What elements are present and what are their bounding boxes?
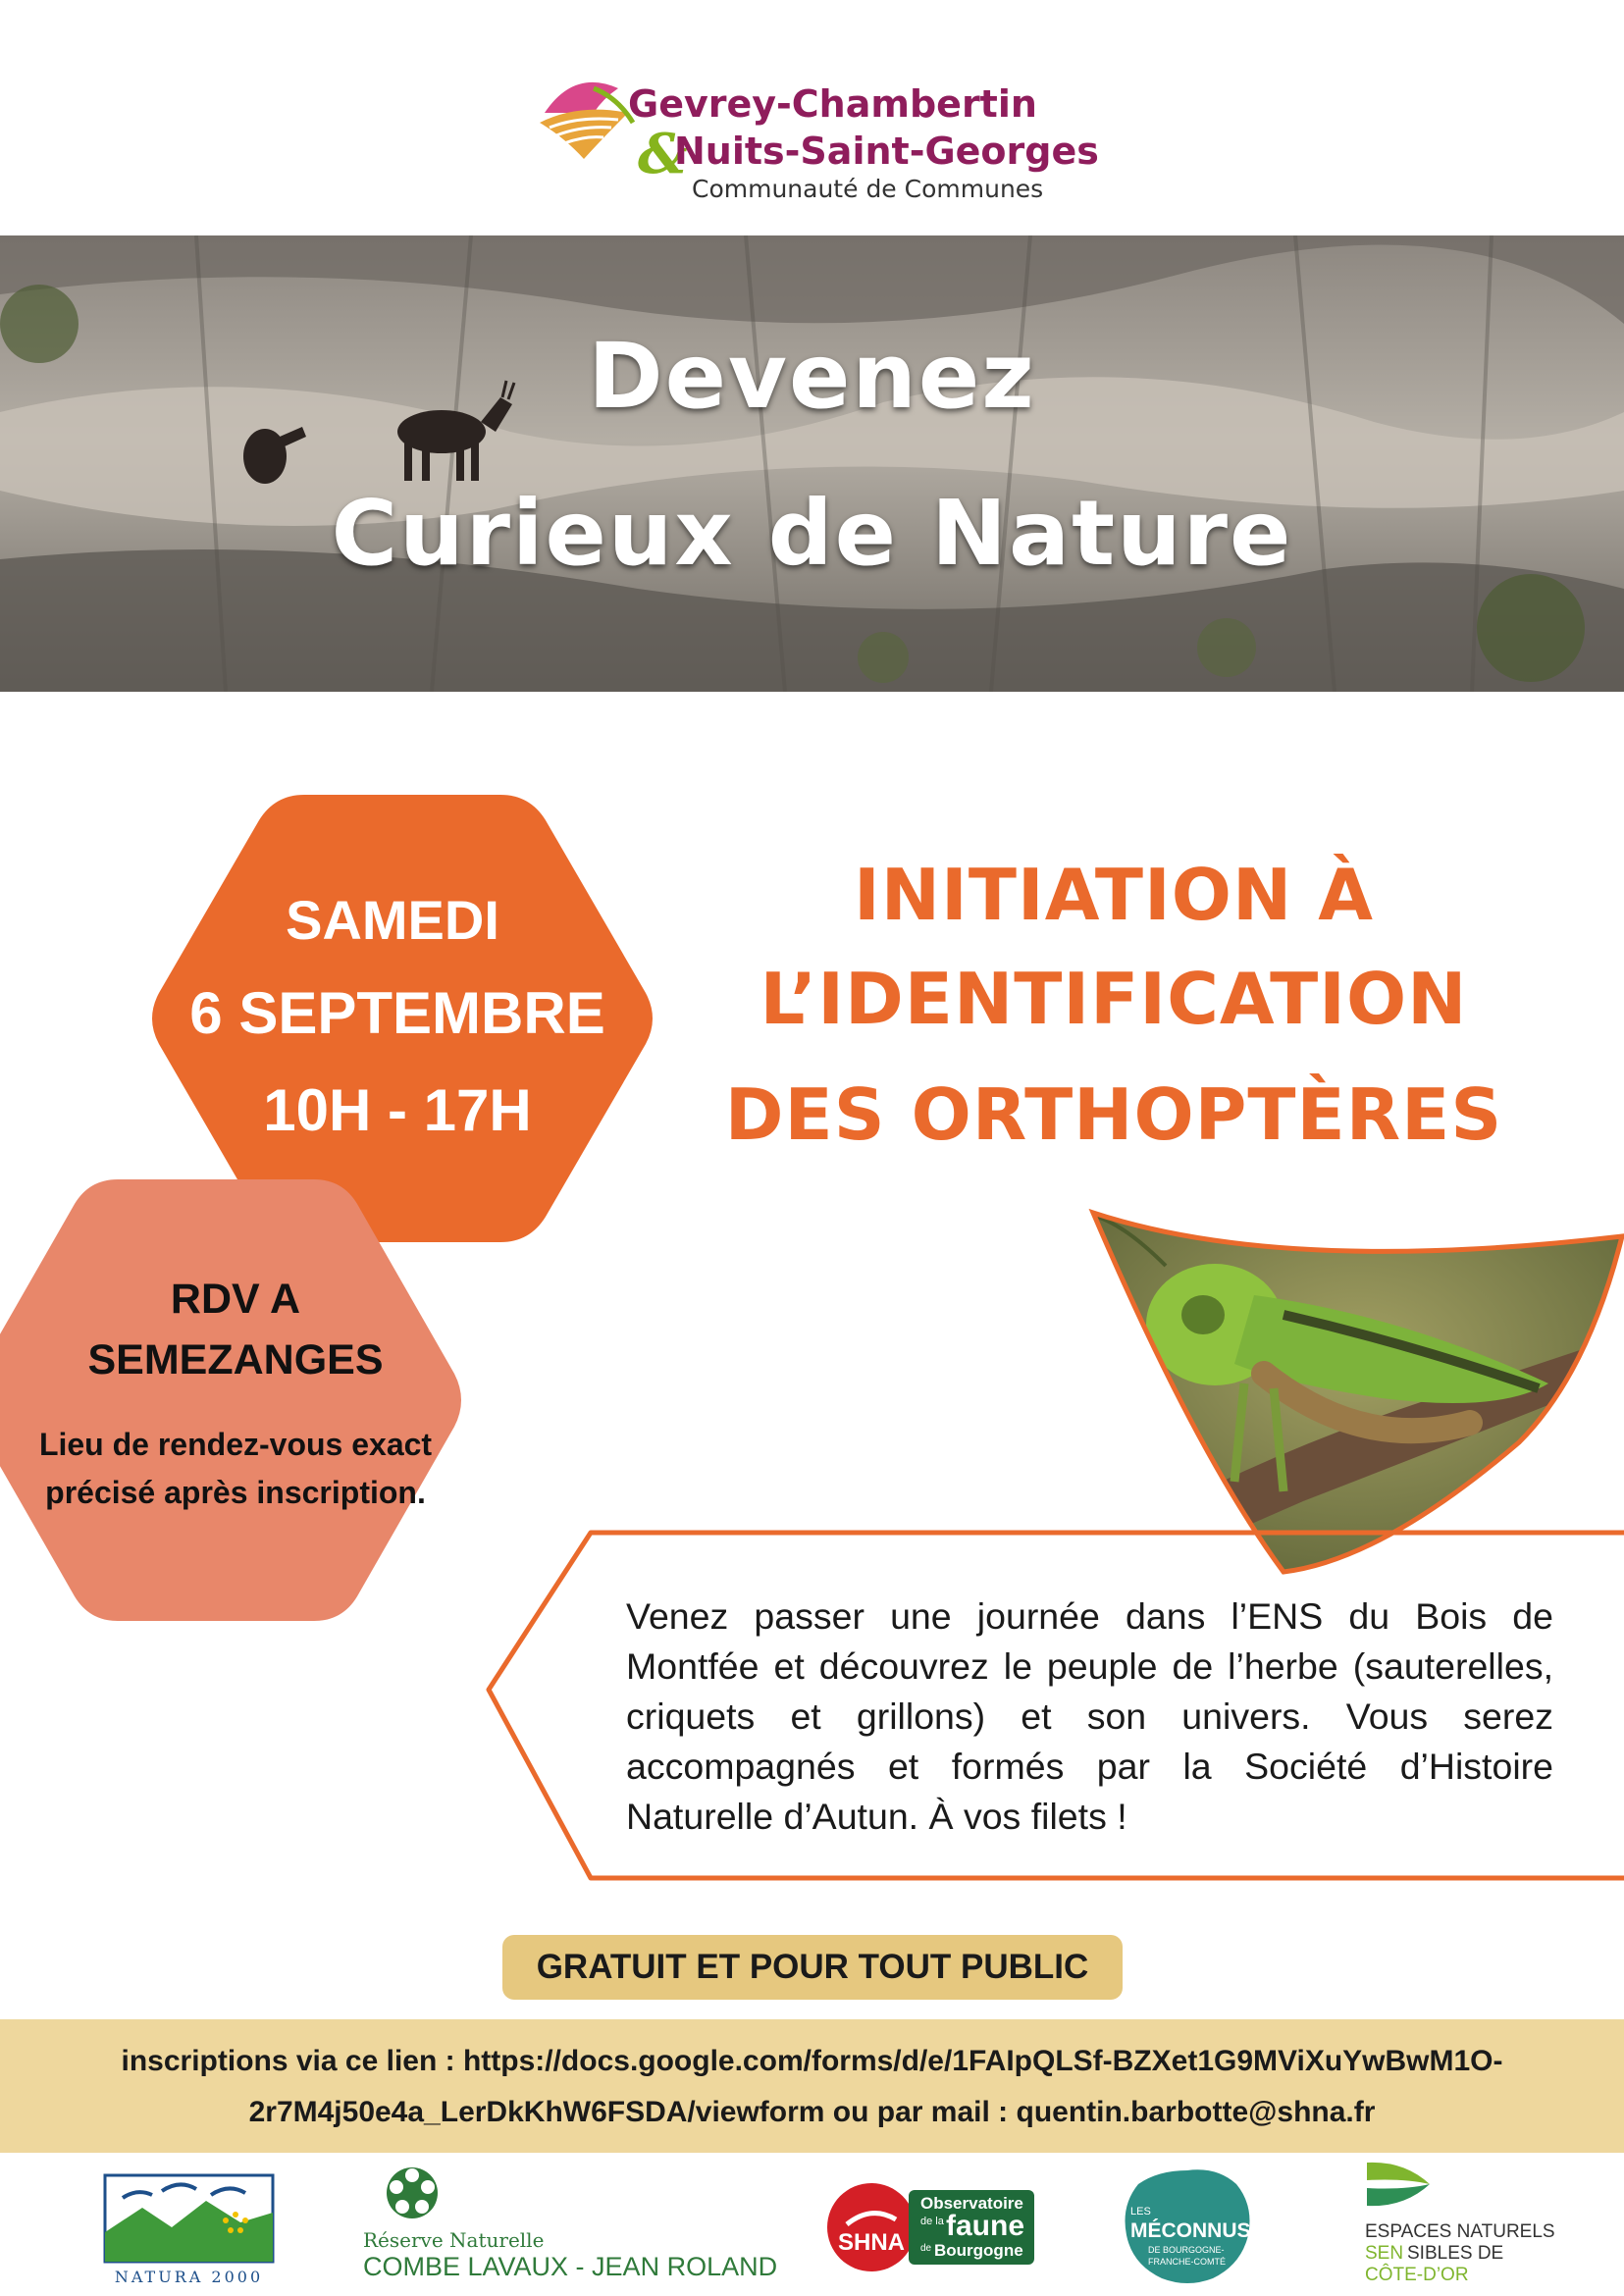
org-ampersand: & [638,122,688,186]
ens-chevron-icon [1365,2159,1434,2210]
cliff-chamois-illustration [0,235,1624,692]
inscription-line1[interactable]: inscriptions via ce lien : https://docs.google.com/forms/d/e/1FAIpQLSf-BZXet1G9MViXuYwBwM1O- [121,2045,1503,2077]
observatoire-line5: Bourgogne [934,2241,1023,2260]
ens-line2-suffix: SIBLES DE [1407,2243,1504,2264]
shna-label: SHNA [837,2229,905,2256]
event-day: SAMEDI [286,889,499,951]
meeting-place: SEMEZANGES [87,1336,384,1383]
headline-line2: L’IDENTIFICATION [760,958,1468,1040]
meconnus-logo [1119,2166,1256,2284]
event-date: 6 SEPTEMBRE [189,980,605,1046]
natura2000-logo [103,2173,275,2286]
natura-birds-icon [103,2173,275,2264]
org-subtitle: Communauté de Communes [692,175,1044,203]
reserve-naturelle-logo [363,2164,778,2281]
meconnus-line3: DE BOURGOGNE- [1148,2245,1225,2255]
meeting-hexagon [0,1170,476,1631]
reserve-label-line1: Réserve Naturelle [363,2228,545,2252]
banner-title-line2: Curieux de Nature [331,481,1293,586]
reserve-leaf-icon [383,2164,442,2222]
headline-line1: INITIATION À [853,854,1375,936]
observatoire-line2: de la [920,2216,944,2227]
meeting-detail: Lieu de rendez-vous exact précisé après inscription. [38,1427,433,1510]
ens-line3: CÔTE-D’OR [1365,2265,1469,2285]
free-label: GRATUIT ET POUR TOUT PUBLIC [536,1948,1089,1986]
observatoire-line3: faune [946,2210,1025,2242]
grasshopper-photo [1087,1207,1624,1580]
ens-line2-prefix: SEN [1365,2243,1404,2264]
natura-label: NATURA 2000 [114,2268,264,2286]
banner-title-line1: Devenez [588,324,1036,429]
meconnus-line1: LES [1130,2206,1151,2218]
observatoire-line1: Observatoire [920,2194,1023,2213]
headline-line3: DES ORTHOPTÈRES [724,1073,1503,1156]
inscription-line2[interactable]: 2r7M4j50e4a_LerDkKhW6FSDA/viewform ou par mail : quentin.barbotte@shna.fr [248,2096,1376,2128]
org-logo [535,69,1104,206]
free-badge [502,1935,1123,2000]
meconnus-line4: FRANCHE-COMTÉ [1148,2257,1226,2267]
description-text: Venez passer une journée dans l’ENS du Bois de Montfée et découvrez le peuple de l’herbe (sauterelles, criquets et grillons) et son univers. Vous serez accompagnés et formés par la Société d’Histoire Naturelle d’Autun. À vos filets ! [626,1595,1553,1837]
meeting-label: RDV A [170,1276,301,1323]
event-time: 10H - 17H [263,1077,532,1143]
observatoire-line4: de [920,2243,932,2254]
reserve-label-line2: COMBE LAVAUX - JEAN ROLAND [363,2252,778,2281]
ens-line1: ESPACES NATURELS [1365,2221,1555,2242]
inscription-band [0,2019,1624,2153]
meconnus-line2: MÉCONNUS [1130,2219,1251,2242]
org-name-line1: Gevrey-Chambertin [628,82,1037,126]
hills-logo-icon [535,69,643,162]
ens-cote-dor-logo [1359,2159,1555,2286]
shna-logo [822,2180,1038,2273]
org-name-line2: Nuits-Saint-Georges [674,130,1099,173]
banner-photo [0,235,1624,692]
